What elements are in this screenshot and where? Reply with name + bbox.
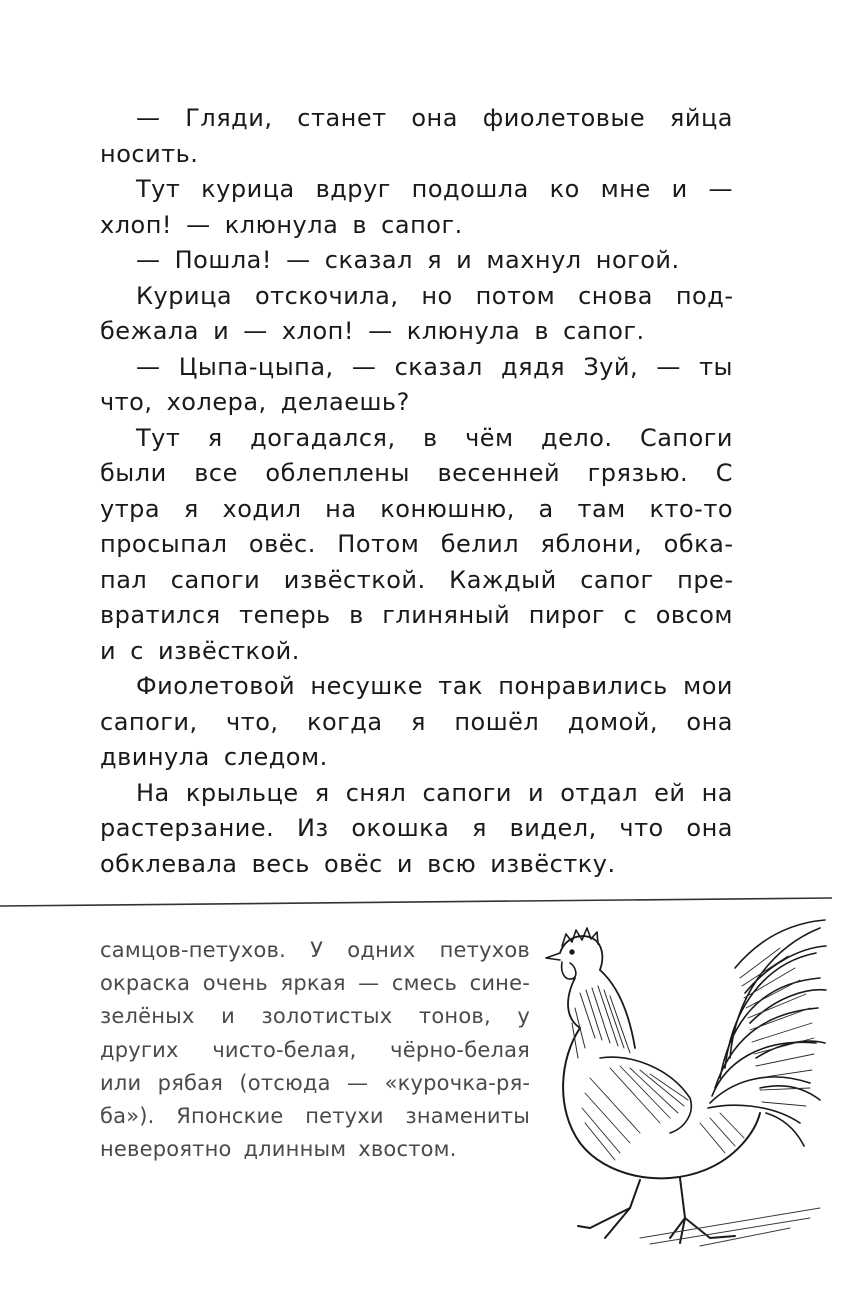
section-divider	[0, 896, 845, 908]
story-paragraph: — Пошла! — сказал я и махнул ногой.	[136, 246, 680, 274]
story-paragraph: Тут курица вдруг подошла ко мне и — хлоп! — клюнула в сапог.	[100, 175, 733, 239]
story-text	[100, 101, 733, 882]
sidebar-note-text: самцов-петухов. У одних петухов окраска очень яркая — смесь сине-зелёных и золотистых тонов, у других чисто-белая, чёрно-белая или рябая (отсюда — «курочка-ряба»). Японские петухи знамениты невероятно длинным хвостом.	[100, 938, 530, 1162]
story-paragraph: На крыльце я снял сапоги и отдал ей на растерзание. Из окошка я видел, что она обклевала весь овёс и всю извёстку.	[100, 778, 733, 878]
story-paragraph: — Гляди, станет она фиолетовые яйца носить.	[100, 104, 733, 168]
rooster-illustration	[520, 908, 830, 1253]
story-paragraph: Фиолетовой несушке так понравились мои сапоги, что, когда я пошёл домой, она двинула следом.	[100, 672, 733, 771]
story-paragraph: — Цыпа-цыпа, — сказал дядя Зуй, — ты что, холера, делаешь?	[100, 352, 733, 416]
story-paragraph: Тут я догадался, в чём дело. Сапоги были все облеплены весенней грязью. С утра я ходил на конюшню, а там кто-то просыпал овёс. Потом белил яблони, обкапал сапоги извёсткой. Каждый сапог превратился теперь в глиняный пирог с овсом и с извёсткой.	[100, 423, 733, 665]
story-paragraph: Курица отскочила, но потом снова подбежала и — хлоп! — клюнула в сапог.	[100, 281, 733, 345]
sidebar-note	[100, 934, 530, 1166]
